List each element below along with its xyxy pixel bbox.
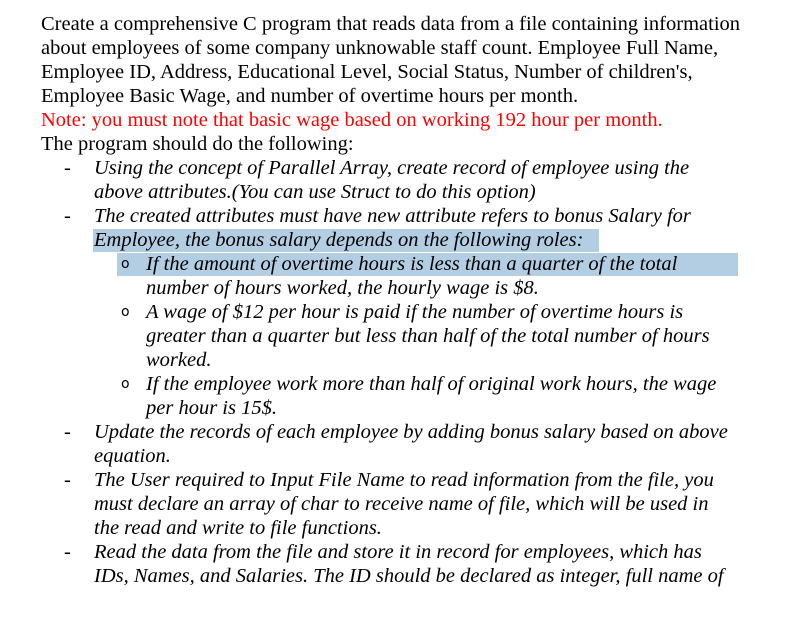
- item4-line-3: the read and write to file functions.: [94, 517, 382, 539]
- intro-line-4: Employee Basic Wage, and number of overtime hours per month.: [41, 85, 579, 107]
- sub3-line-2: per hour is 15$.: [146, 397, 277, 419]
- circle-bullet: o: [121, 304, 130, 320]
- circle-bullet: o: [121, 376, 130, 392]
- item3-line-2: equation.: [94, 445, 171, 467]
- item2-line-1: The created attributes must have new attribute refers to bonus Salary for: [94, 205, 691, 227]
- item1-line-2: above attributes.(You can use Struct to do this option): [94, 181, 536, 203]
- lead-line: The program should do the following:: [41, 133, 354, 155]
- dash-marker: -: [64, 469, 71, 491]
- item4-line-1: The User required to Input File Name to read information from the file, you: [94, 469, 714, 491]
- intro-line-2: about employees of some company unknowable staff count. Employee Full Name,: [41, 37, 719, 59]
- note-line: Note: you must note that basic wage based on working 192 hour per month.: [41, 109, 663, 131]
- sub1-line-2: number of hours worked, the hourly wage is $8.: [146, 277, 539, 299]
- intro-line-1: Create a comprehensive C program that reads data from a file containing information: [41, 13, 741, 35]
- sub2-line-1: A wage of $12 per hour is paid if the number of overtime hours is: [146, 301, 684, 323]
- item3-line-1: Update the records of each employee by adding bonus salary based on above: [94, 421, 728, 443]
- sub2-line-2: greater than a quarter but less than half of the total number of hours: [146, 325, 710, 347]
- circle-bullet: o: [121, 256, 130, 272]
- item5-line-1: Read the data from the file and store it in record for employees, which has: [94, 541, 702, 563]
- item4-line-2: must declare an array of char to receive name of file, which will be used in: [94, 493, 709, 515]
- dash-marker: -: [64, 157, 71, 179]
- sub2-line-3: worked.: [146, 349, 212, 371]
- sub1-line-1: If the amount of overtime hours is less than a quarter of the total: [146, 253, 678, 275]
- sub3-line-1: If the employee work more than half of original work hours, the wage: [146, 373, 717, 395]
- item5-line-2: IDs, Names, and Salaries. The ID should be declared as integer, full name of: [94, 565, 724, 587]
- item1-line-1: Using the concept of Parallel Array, create record of employee using the: [94, 157, 690, 179]
- dash-marker: -: [64, 541, 71, 563]
- item2-line-2: Employee, the bonus salary depends on the following roles:: [94, 229, 584, 251]
- intro-line-3: Employee ID, Address, Educational Level, Social Status, Number of children's,: [41, 61, 693, 83]
- dash-marker: -: [64, 205, 71, 227]
- dash-marker: -: [64, 421, 71, 443]
